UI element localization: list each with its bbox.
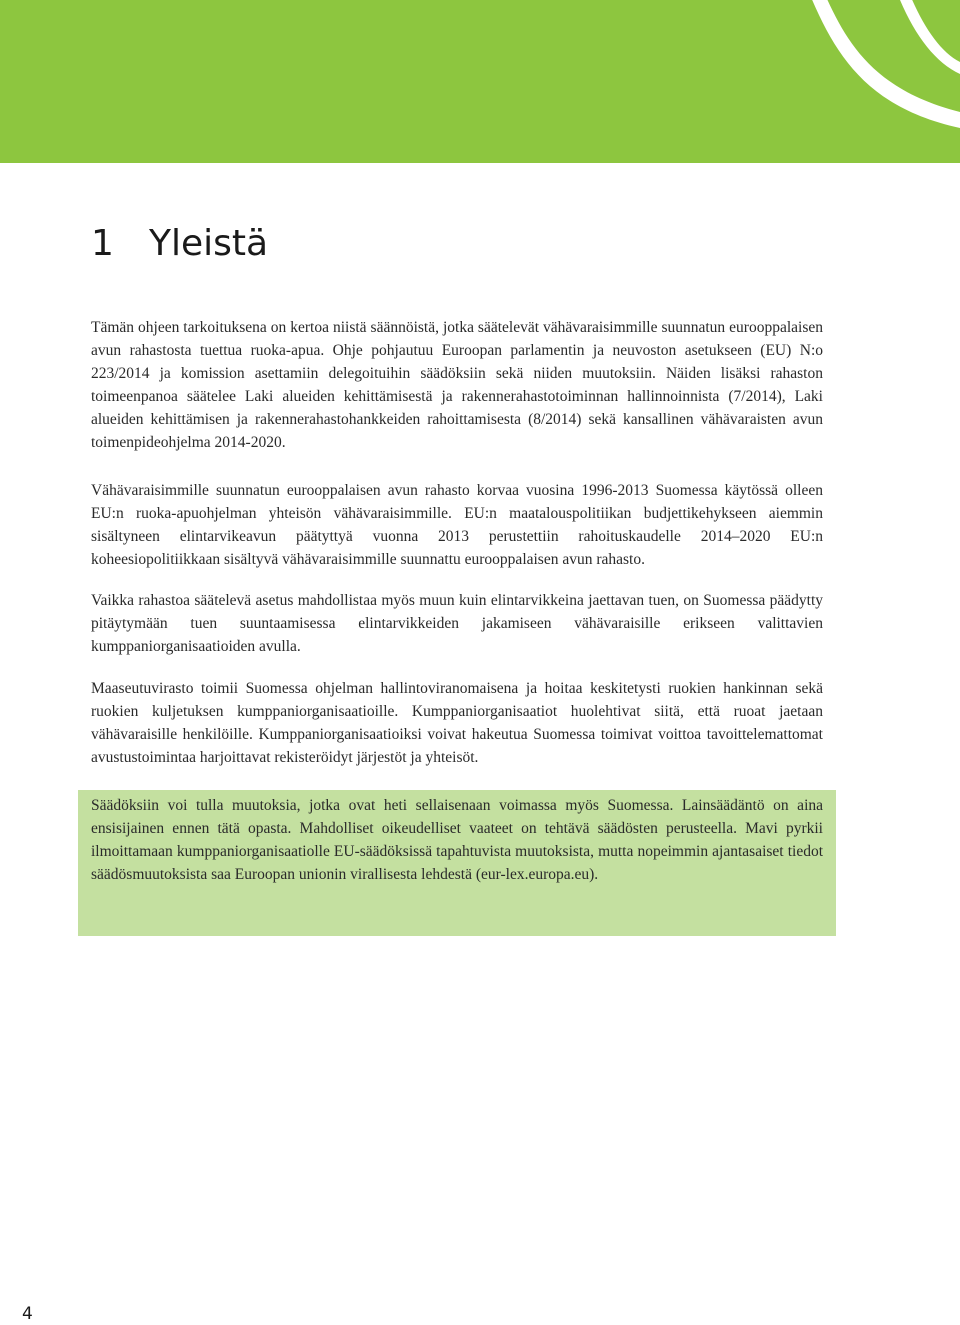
notice-box [78, 790, 836, 936]
paragraph-intro: Tämän ohjeen tarkoituksena on kertoa niistä säännöistä, jotka säätelevät vähävaraisimmille suunnatun eurooppalaisen avun rahastosta tuettua ruoka-apua. Ohje pohjautuu Euroopan parlamentin ja neuvoston asetukseen (EU) N:o 223/2014 ja komission asettamiin delegoituihin säädöksiin sekä niiden muutoksiin. Näiden lisäksi rahaston toimeenpanoa säätelee Laki alueiden kehittämisestä ja rakennerahastotoiminnan hallinnoinnista (7/2014), Laki alueiden kehittämisen ja rakennerahastohankkeiden rahoittamisesta (8/2014) sekä kansallinen vähävaraisten avun toimenpideohjelma 2014-2020. [91, 319, 823, 451]
leaf-decoration-icon [0, 0, 960, 163]
header-band [0, 0, 960, 163]
page-number: 4 [22, 1304, 33, 1324]
paragraph-support-scope: Vaikka rahastoa säätelevä asetus mahdollistaa myös muun kuin elintarvikkeina jaettavan tuen, on Suomessa päädytty pitäytymään tuen suuntaamisessa elintarvikkeiden jakamiseen vähävaraisille erikseen valittavien kumppaniorganisaatioiden avulla. [91, 592, 823, 655]
chapter-number: 1 [91, 223, 114, 264]
chapter-title-text: Yleistä [149, 223, 269, 264]
chapter-title [91, 222, 268, 266]
paragraph-fund-history: Vähävaraisimmille suunnatun eurooppalaisen avun rahasto korvaa vuosina 1996-2013 Suomessa käytössä olleen EU:n ruoka-apuohjelman yhteisön vähävaraisimmille. EU:n maatalouspolitiikan budjettikehykseen aiemmin sisältyneen elintarvikeavun päätyttyä vuonna 2013 perustettiin rahoituskaudelle 2014–2020 EU:n koheesiopolitiikkaan sisältyvä vähävaraisimmille suunnattu eurooppalaisen avun rahasto. [91, 482, 823, 568]
notice-text: Säädöksiin voi tulla muutoksia, jotka ovat heti sellaisenaan voimassa myös Suomessa. Lainsäädäntö on aina ensisijainen ennen tätä opasta. Mahdolliset oikeudelliset vaateet on tehtävä säädösten perusteella. Mavi pyrkii ilmoittamaan kumppaniorganisaatiolle EU-säädöksissä tapahtuvista muutoksista, mutta nopeimmin ajantasaiset tiedot säädösmuutoksista saa Euroopan unionin virallisesta lehdestä (eur-lex.europa.eu). [91, 797, 823, 883]
paragraph-authority: Maaseutuvirasto toimii Suomessa ohjelman hallintoviranomaisena ja hoitaa keskitetysti ruokien hankinnan sekä ruokien kuljetuksen kumppaniorganisaatioille. Kumppaniorganisaatiot huolehtivat siitä, että ruoat jaetaan vähävaraisille henkilöille. Kumppaniorganisaatioiksi voivat hakeutua Suomessa toimivat voittoa tavoittelemattomat avustustoimintaa harjoittavat rekisteröidyt järjestöt ja yhteisöt. [91, 680, 823, 766]
